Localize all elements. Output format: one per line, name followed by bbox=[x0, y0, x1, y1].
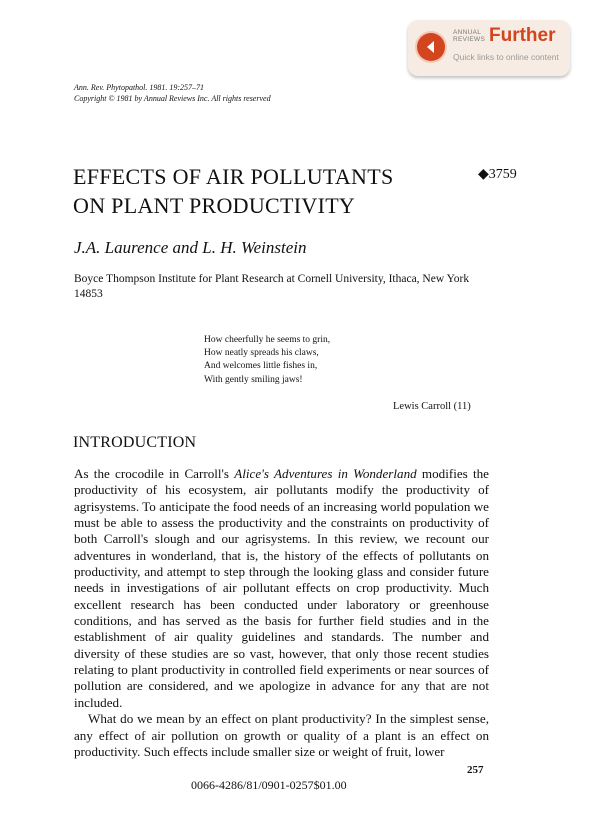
publisher-logo-text: ANNUAL REVIEWS bbox=[453, 29, 486, 43]
body-text bbox=[74, 466, 489, 760]
authors: J.A. Laurence and L. H. Weinstein bbox=[74, 238, 307, 257]
paragraph: What do we mean by an effect on plant productivity? In the simplest sense, any effect of air pollution on growth or quality of a plant is an effect on productivity. Such effects include smaller size or weight of fruit, lower bbox=[74, 711, 489, 759]
epigraph-line: How neatly spreads his claws, bbox=[204, 348, 319, 359]
footer-code: 0066-4286/81/0901-0257$01.00 bbox=[191, 778, 347, 792]
article-title: EFFECTS OF AIR POLLUTANTS ON PLANT PRODUCTIVITY bbox=[73, 164, 394, 218]
journal-citation bbox=[74, 82, 271, 104]
article-number: ◆3759 bbox=[478, 167, 517, 182]
epigraph bbox=[204, 334, 330, 387]
epigraph-line: How cheerfully he seems to grin, bbox=[204, 335, 331, 345]
affiliation: Boyce Thompson Institute for Plant Research at Cornell University, Ithaca, New York 14853 bbox=[74, 273, 470, 300]
paragraph: As the crocodile in Carroll's Alice's Adventures in Wonderland modifies the productivity of his ecosystem, air pollutants modify the productivity of agrisystems. To anticipate the food needs of an increasing world population we must be able to assess the productivity and the constraints on productivity of both Carroll's slough and our agrisystems. In this review, we recount our adventures in wonderland, that is, the history of the effects of pollutants on productivity, and attempt to step through the looking glass and consider future needs in investigations of air pollutant effects on crop productivity. Much excellent research has been conducted under laboratory or greenhouse conditions, and has served as the basis for further field studies and in the establishment of air quality guidelines and standards. The number and diversity of these studies are so vast, however, that only those recent studies relating to plant productivity in controlled field experiments or near sources of pollution are considered, and we apologize in advance for any that are not included. bbox=[74, 466, 489, 710]
book-title: Alice's Adventures in Wonderland bbox=[234, 466, 417, 481]
section-heading: INTRODUCTION bbox=[73, 434, 197, 451]
further-wordmark: Further bbox=[489, 25, 556, 46]
citation-line: Ann. Rev. Phytopathol. 1981. 19:257–71 bbox=[74, 83, 205, 92]
epigraph-line: With gently smiling jaws! bbox=[204, 374, 303, 385]
epigraph-line: And welcomes little fishes in, bbox=[204, 361, 318, 372]
page-number: 257 bbox=[467, 764, 484, 776]
copyright-line: Copyright © 1981 by Annual Reviews Inc. All rights reserved bbox=[74, 94, 271, 103]
further-tagline: Quick links to online content bbox=[453, 52, 559, 62]
epigraph-attribution: Lewis Carroll (11) bbox=[393, 401, 471, 412]
further-badge[interactable] bbox=[408, 20, 570, 76]
play-icon bbox=[417, 33, 445, 61]
